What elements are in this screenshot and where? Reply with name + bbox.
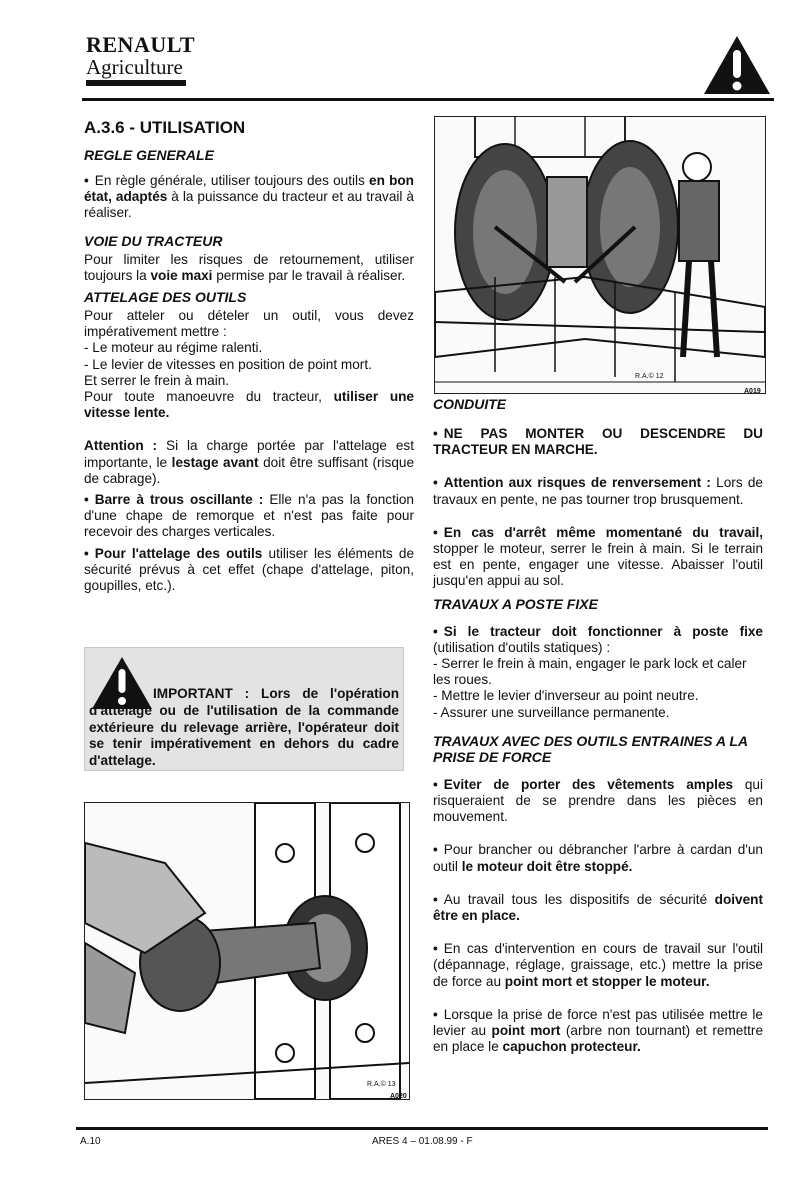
regle-title: REGLE GENERALE — [84, 147, 214, 163]
poste-title: TRAVAUX A POSTE FIXE — [433, 595, 598, 612]
important-text: IMPORTANT : Lors de l'opération d'attelage ou de l'utilisation de la commande extérieure du relevage arrière, l'opérateur doit se tenir impérativement en dehors du cadre d'attelage. — [89, 686, 399, 769]
barre-paragraph: • Barre à trous oscillante : Elle n'a pas la fonction d'une chape de remorque et n'est pas faite pour recevoir des charges verticales. — [84, 492, 414, 540]
brand-bar — [86, 80, 186, 86]
figure-code: A019 — [744, 388, 761, 395]
figure-label: R.A.© 13 — [367, 1081, 396, 1088]
document-reference: ARES 4 – 01.08.99 - F — [372, 1136, 473, 1147]
right-column — [433, 396, 763, 1060]
conduite-paragraph-2: • Attention aux risques de renversement : Lors de travaux en pente, ne pas tourner trop brusquement. — [433, 475, 763, 507]
left-column — [84, 118, 414, 599]
pdf-paragraph-2: • Pour brancher ou débrancher l'arbre à cardan d'un outil le moteur doit être stoppé. — [433, 842, 763, 874]
pdf-paragraph-5: • Lorsque la prise de force n'est pas utilisée mettre le levier au point mort (arbre non tournant) et remettre en place le capuchon protecteur. — [433, 1006, 764, 1055]
voie-paragraph: Pour limiter les risques de retournement, utiliser toujours la voie maxi permise par le travail à réaliser. — [84, 251, 414, 283]
attention-paragraph: Attention : Si la charge portée par l'attelage est importante, le lestage avant doit être suffisant (risque de cabrage). — [84, 438, 415, 486]
pdf-paragraph-3: • Au travail tous les dispositifs de sécurité doivent être en place. — [433, 891, 763, 924]
attelage-line-3: Et serrer le frein à main. — [84, 372, 230, 388]
important-box — [84, 647, 404, 771]
manoeuvre-paragraph: Pour toute manoeuvre du tracteur, utiliser une vitesse lente. — [84, 389, 414, 421]
figure-label: R.A.© 12 — [635, 373, 664, 380]
figure-code: A020 — [390, 1093, 407, 1100]
poste-line-2: - Mettre le levier d'inverseur au point neutre. — [433, 688, 699, 704]
brand-logo — [86, 34, 216, 86]
warning-triangle-icon — [702, 34, 772, 96]
attelage-paragraph: Pour atteler ou dételer un outil, vous devez impérativement mettre : — [84, 308, 414, 340]
pdf-title: TRAVAUX AVEC DES OUTILS ENTRAINES A LA PRISE DE FORCE — [433, 732, 748, 765]
conduite-title: CONDUITE — [433, 396, 507, 412]
page-number: A.10 — [80, 1136, 101, 1147]
poste-line-1: - Serrer le frein à main, engager le park lock et caler les roues. — [433, 656, 747, 688]
section-title: A.3.6 - UTILISATION — [84, 118, 246, 137]
brand-name: RENAULT — [86, 32, 196, 57]
pdf-paragraph-1: • Eviter de porter des vêtements amples qui risqueraient de se prendre dans les pièces en mouvement. — [433, 776, 763, 825]
poste-line-3: - Assurer une surveillance permanente. — [433, 704, 670, 720]
conduite-paragraph-3: • En cas d'arrêt même momentané du travail, stopper le moteur, serrer le frein à main. Si le terrain est en pente, engager une vitesse. Abaisser l'outil jusqu'en appui au sol. — [433, 524, 763, 589]
pour-paragraph: • Pour l'attelage des outils utiliser les éléments de sécurité prévus à cet effet (chape d'attelage, piton, goupilles, etc.). — [84, 545, 415, 594]
conduite-paragraph-1: • NE PAS MONTER OU DESCENDRE DU TRACTEUR EN MARCHE. — [433, 426, 763, 458]
attelage-title: ATTELAGE DES OUTILS — [84, 289, 247, 306]
regle-paragraph: • En règle générale, utiliser toujours des outils en bon état, adaptés à la puissance du tracteur et au travail à réaliser. — [84, 173, 414, 221]
brand-sub: Agriculture — [86, 55, 183, 79]
pto-shaft-illustration — [84, 802, 410, 1100]
poste-paragraph: • Si le tracteur doit fonctionner à poste fixe (utilisation d'outils statiques) : — [433, 623, 763, 655]
tractor-hitch-illustration — [434, 116, 766, 394]
header-rule — [82, 98, 774, 101]
attelage-line-2: - Le levier de vitesses en position de point mort. — [84, 356, 372, 372]
voie-title: VOIE DU TRACTEUR — [84, 232, 223, 249]
footer-rule — [76, 1127, 768, 1130]
attelage-line-1: - Le moteur au régime ralenti. — [84, 340, 263, 356]
pdf-paragraph-4: • En cas d'intervention en cours de travail sur l'outil (dépannage, réglage, graissage, etc.) mettre la prise de force au point mort et stopper le moteur. — [433, 941, 763, 989]
